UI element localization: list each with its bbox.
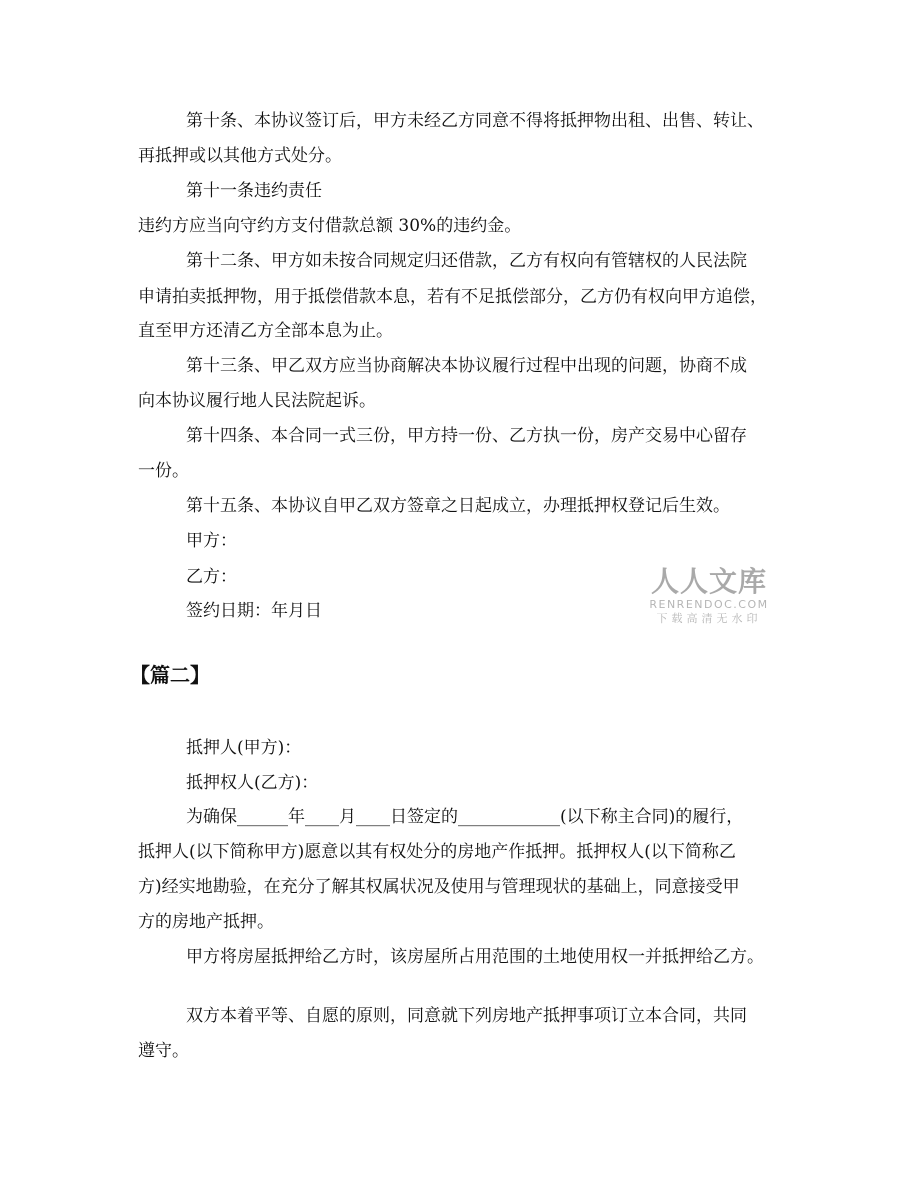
watermark-subtitle: 下载高清无水印 bbox=[656, 612, 762, 625]
paragraph-line: 申请拍卖抵押物，用于抵偿借款本息，若有不足抵偿部分，乙方仍有权向甲方追偿， bbox=[138, 287, 767, 307]
paragraph-line: 甲方将房屋抵押给乙方时，该房屋所占用范围的土地使用权一并抵押给乙方。 bbox=[186, 947, 764, 967]
watermark-title: 人人文库 bbox=[650, 565, 767, 598]
mortgagor-label: 抵押人(甲方)： bbox=[186, 738, 302, 758]
paragraph-line: 再抵押或以其他方式处分。 bbox=[138, 146, 342, 166]
paragraph-line: 第十二条、甲方如未按合同规定归还借款，乙方有权向有管辖权的人民法院 bbox=[186, 251, 747, 271]
paragraph-line: 第十四条、本合同一式三份，甲方持一份、乙方执一份，房产交易中心留存 bbox=[186, 426, 747, 446]
paragraph-line: 遵守。 bbox=[138, 1041, 189, 1061]
paragraph-line: 第十条、本协议签订后，甲方未经乙方同意不得将抵押物出租、出售、转让、 bbox=[186, 111, 764, 131]
paragraph-line: 双方本着平等、自愿的原则，同意就下列房地产抵押事项订立本合同，共同 bbox=[186, 1006, 747, 1026]
paragraph-line: 一份。 bbox=[138, 461, 189, 481]
paragraph-line: 向本协议履行地人民法院起诉。 bbox=[138, 391, 376, 411]
paragraph-line: 方)经实地勘验，在充分了解其权属状况及使用与管理现状的基础上，同意接受甲 bbox=[138, 877, 740, 897]
paragraph-line: 违约方应当向守约方支付借款总额 30%的违约金。 bbox=[138, 216, 522, 236]
paragraph-line: 方的房地产抵押。 bbox=[138, 912, 274, 932]
party-a-label: 甲方： bbox=[186, 531, 237, 551]
watermark-domain: RENRENDOC.COM bbox=[649, 598, 769, 611]
article-heading: 第十一条违约责任 bbox=[186, 181, 322, 201]
paragraph-line: 第十五条、本协议自甲乙双方签章之日起成立，办理抵押权登记后生效。 bbox=[186, 496, 730, 516]
signing-date-label: 签约日期：年月日 bbox=[186, 601, 322, 621]
paragraph-line: 直至甲方还清乙方全部本息为止。 bbox=[138, 321, 393, 341]
mortgagee-label: 抵押权人(乙方)： bbox=[186, 773, 319, 793]
party-b-label: 乙方： bbox=[186, 567, 237, 587]
paragraph-line: 第十三条、甲乙双方应当协商解决本协议履行过程中出现的问题，协商不成 bbox=[186, 356, 747, 376]
paragraph-line: 为确保______年____月____日签定的____________(以下称主合同)的履行， bbox=[186, 807, 744, 827]
watermark-logo bbox=[646, 566, 772, 626]
section-heading: 【篇二】 bbox=[130, 663, 210, 687]
paragraph-line: 抵押人(以下简称甲方)愿意以其有权处分的房地产作抵押。抵押权人(以下简称乙 bbox=[138, 842, 736, 862]
